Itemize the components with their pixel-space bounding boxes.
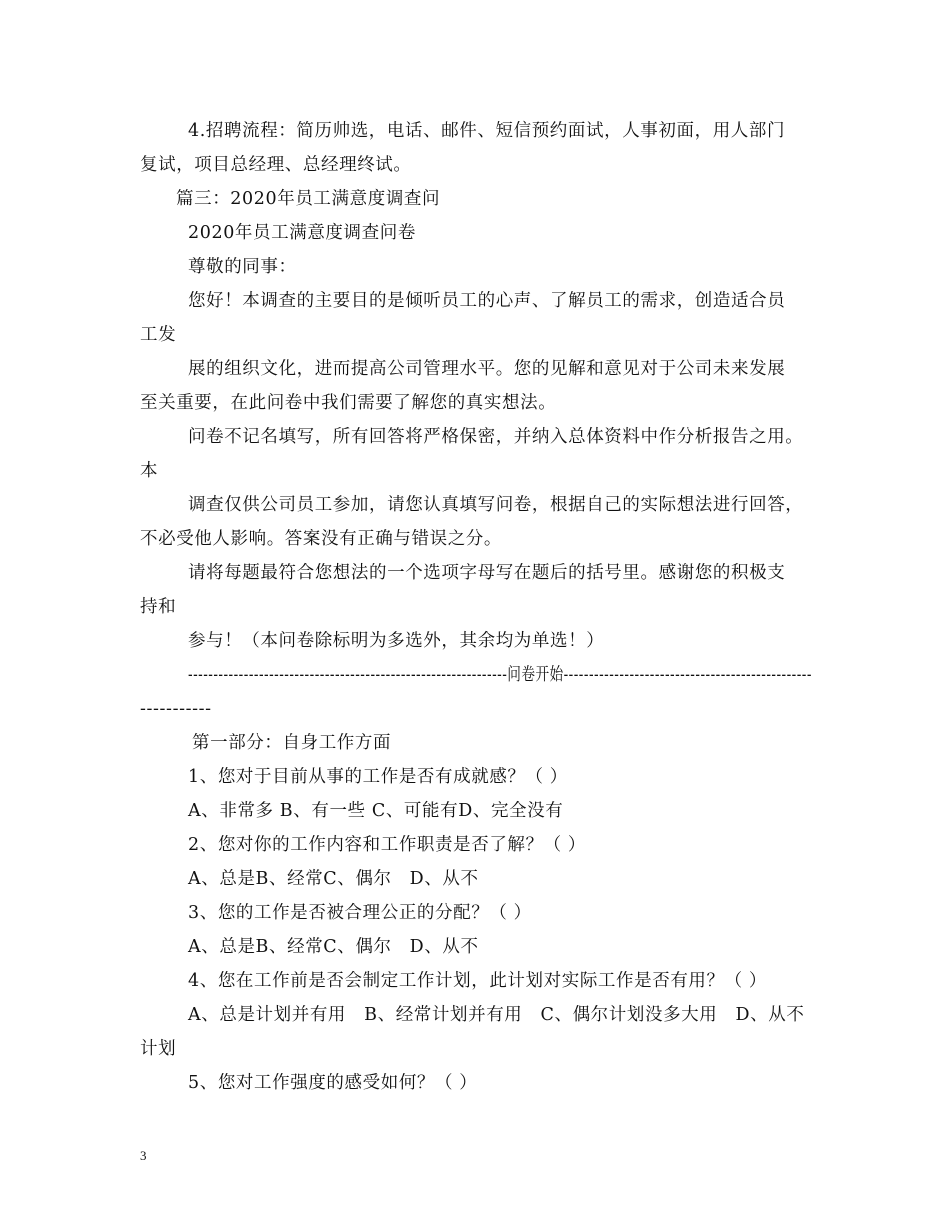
question: 5、您对工作强度的感受如何？（ ） [188, 1073, 478, 1093]
text-line: 至关重要，在此问卷中我们需要了解您的真实想法。 [140, 393, 557, 413]
answer-options: A、总是B、经常C、偶尔 D、从不 [188, 869, 479, 889]
part-heading: 第一部分：自身工作方面 [192, 733, 392, 753]
text-line: 您好！本调查的主要目的是倾听员工的心声、了解员工的需求，创造适合员 [188, 291, 786, 311]
survey-start-divider: ----------- [140, 699, 212, 719]
answer-options: A、总是计划并有用 B、经常计划并有用 C、偶尔计划没多大用 D、从不 [188, 1005, 805, 1025]
text-line: 复试，项目总经理、总经理终试。 [140, 155, 412, 175]
page-number: 3 [140, 1148, 147, 1163]
text-line: 本 [140, 461, 159, 481]
question: 2、您对你的工作内容和工作职责是否了解？（ ） [188, 835, 586, 855]
survey-title: 2020年员工满意度调查问卷 [188, 223, 416, 243]
survey-start-divider: ---------------------------------------------------------------问卷开始------------------------------------------------- [188, 665, 812, 685]
answer-options: A、总是B、经常C、偶尔 D、从不 [188, 937, 479, 957]
question: 1、您对于目前从事的工作是否有成就感？（ ） [188, 767, 568, 787]
text-line: 工发 [140, 325, 177, 345]
text-line: 4.招聘流程：简历帅选，电话、邮件、短信预约面试，人事初面，用人部门 [188, 121, 786, 141]
answer-options: A、非常多 B、有一些 C、可能有D、完全没有 [188, 801, 564, 821]
text-line: 调查仅供公司员工参加，请您认真填写问卷，根据自己的实际想法进行回答， [188, 495, 804, 515]
text-line: 展的组织文化，进而提高公司管理水平。您的见解和意见对于公司未来发展 [188, 359, 786, 379]
text-line: 问卷不记名填写，所有回答将严格保密，并纳入总体资料中作分析报告之用。 [188, 427, 804, 447]
answer-options: 计划 [140, 1039, 177, 1059]
question: 4、您在工作前是否会制定工作计划，此计划对实际工作是否有用？（ ） [188, 971, 767, 991]
text-line: 不必受他人影响。答案没有正确与错误之分。 [140, 529, 502, 549]
text-line: 参与！（本问卷除标明为多选外，其余均为单选！） [188, 631, 605, 651]
salutation: 尊敬的同事： [188, 257, 297, 277]
section-heading: 篇三：2020年员工满意度调查问 [176, 189, 441, 209]
text-line: 请将每题最符合您想法的一个选项字母写在题后的括号里。感谢您的积极支 [188, 563, 786, 583]
question: 3、您的工作是否被合理公正的分配？（ ） [188, 903, 532, 923]
text-line: 持和 [140, 597, 177, 617]
